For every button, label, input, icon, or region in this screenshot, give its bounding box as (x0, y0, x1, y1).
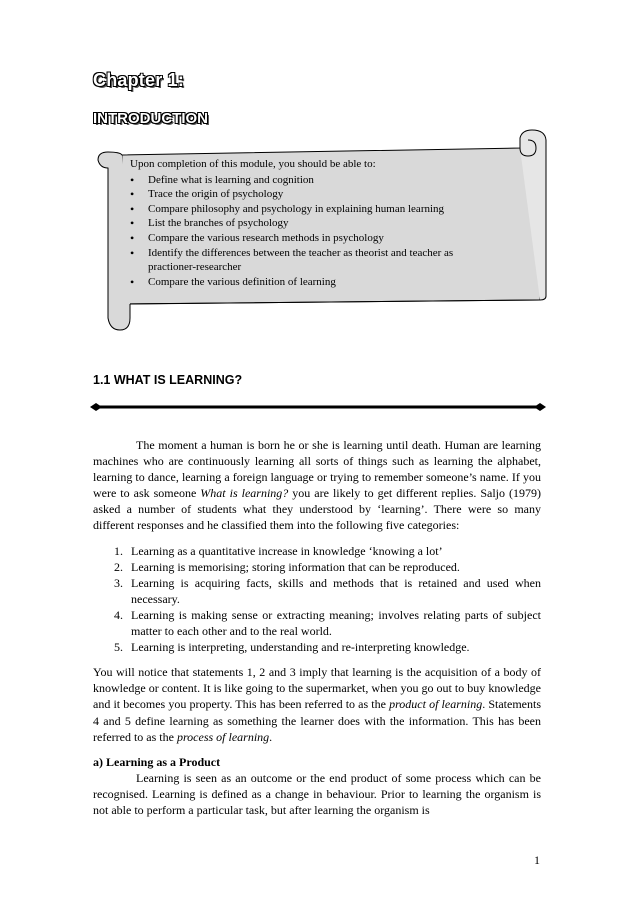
objectives-list (130, 173, 500, 290)
objective-item: • List the branches of psychology (130, 216, 500, 231)
learning-objectives (130, 157, 500, 289)
objectives-lead: Upon completion of this module, you should be able to: (130, 158, 376, 170)
objective-item: • Compare philosophy and psychology in explaining human learning (130, 202, 500, 217)
subsection-paragraph: Learning is seen as an outcome or the end product of some process which can be recognised. Learning is defined as a change in behaviour. Prior to learning the organism is not able to perform a particular task, but after learning the organism is (93, 770, 541, 817)
objective-item: • Identify the differences between the teacher as theorist and teacher as practioner-researcher (130, 246, 500, 275)
category-item: 5. Learning is interpreting, understanding and re-interpreting knowledge. (126, 639, 541, 655)
category-item: 1. Learning as a quantitative increase in knowledge ‘knowing a lot’ (126, 543, 541, 559)
section-body (93, 437, 541, 818)
objective-item: • Compare the various research methods in psychology (130, 231, 500, 246)
subsection-title: a) Learning as a Product (93, 754, 221, 769)
learning-categories-list (93, 543, 541, 656)
category-item: 2. Learning is memorising; storing information that can be reproduced. (126, 559, 541, 575)
category-item: 3. Learning is acquiring facts, skills and methods that is retained and used when necessary. (126, 575, 541, 607)
section-title: 1.1 WHAT IS LEARNING? (93, 373, 243, 387)
intro-paragraph: The moment a human is born he or she is learning until death. Human are learning machines who are continuously learning all sorts of things such as learning the alphabet, learning to dance, learning a foreign language or trying to remember someone’s name. If you were to ask someone What is learning? you are likely to get different replies. Saljo (1979) asked a number of students what they understood by ‘learning’. There were so many different responses and he classified them into the following five categories: (93, 438, 541, 533)
objective-item: • Compare the various definition of learning (130, 275, 500, 290)
statements-paragraph: You will notice that statements 1, 2 and 3 imply that learning is the acquisition of a body of knowledge or content. It is like going to the supermarket, when you go out to buy knowledge and it becomes you property. This has been referred to as the product of learning. Statements 4 and 5 define learning as something the learner does with the information. This has been referred to as the process of learning. (93, 665, 541, 744)
chapter-label: Chapter 1: (93, 70, 185, 90)
page-number: 1 (534, 853, 540, 867)
chapter-title: INTRODUCTION (93, 110, 208, 127)
category-item: 4. Learning is making sense or extracting meaning; involves relating parts of subject matter to each other and to the real world. (126, 607, 541, 639)
objective-item: • Trace the origin of psychology (130, 187, 500, 202)
section-divider (90, 398, 546, 416)
objective-item: • Define what is learning and cognition (130, 173, 500, 188)
